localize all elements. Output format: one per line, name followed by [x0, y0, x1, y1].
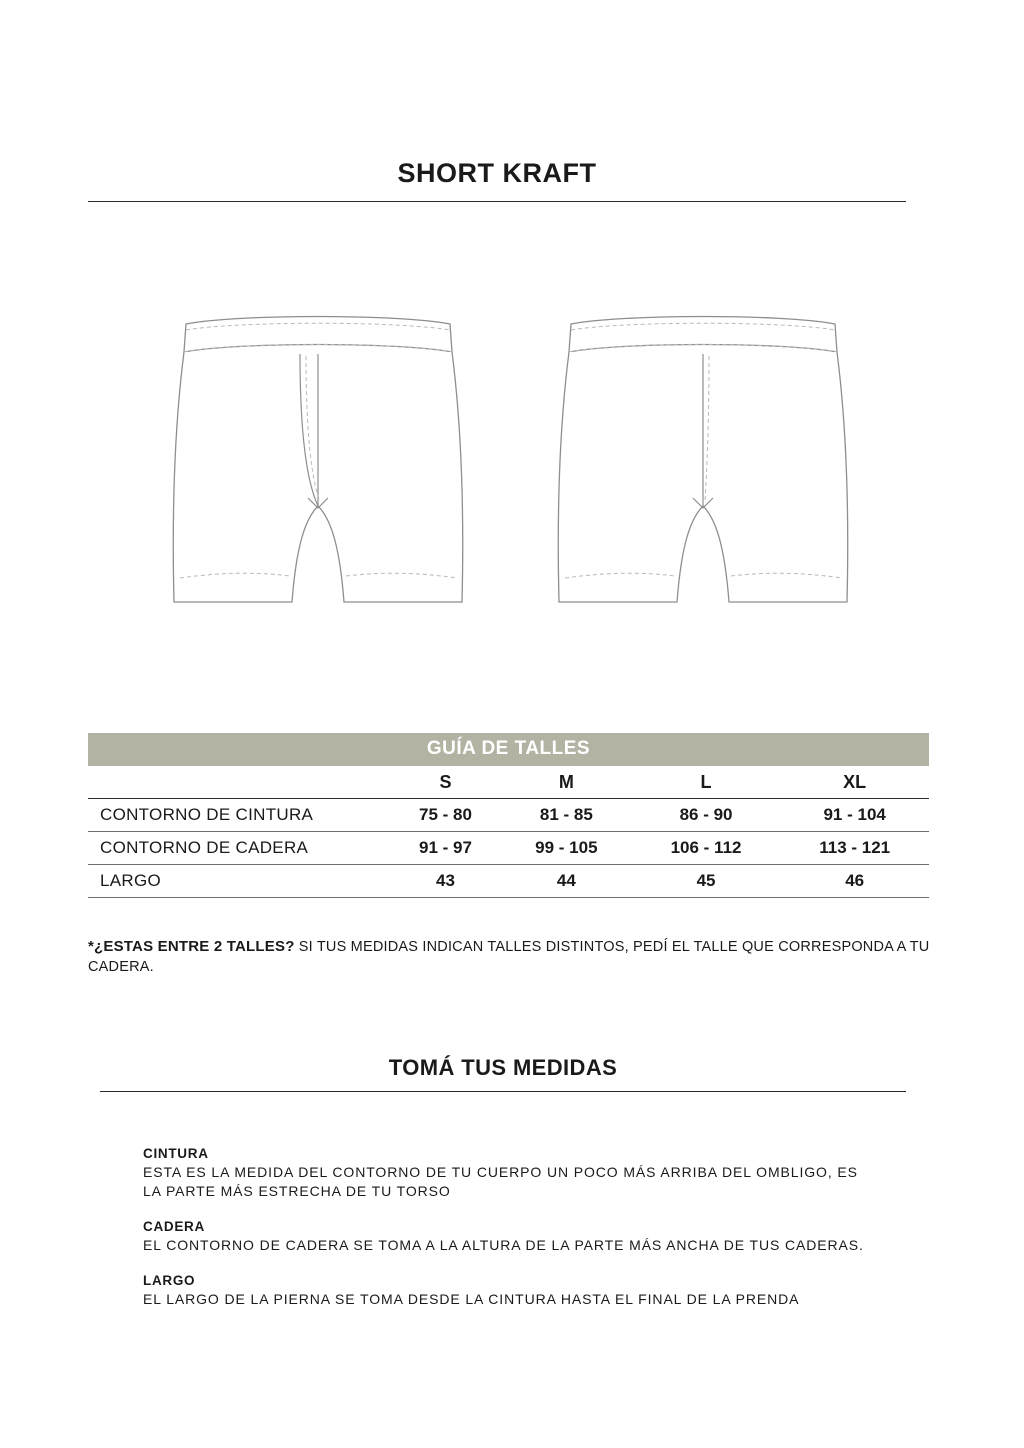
title-divider [88, 201, 906, 202]
column-header-s: S [390, 766, 501, 799]
table-row [88, 832, 929, 865]
column-header-m: M [501, 766, 632, 799]
measure-description-cadera: EL CONTORNO DE CADERA SE TOMA A LA ALTURA DE LA PARTE MÁS ANCHA DE TUS CADERAS. [143, 1236, 864, 1253]
measure-item-cintura [143, 1146, 933, 1201]
between-sizes-note [88, 937, 933, 977]
measures-divider [100, 1091, 906, 1092]
cell-cadera-xl: 113 - 121 [780, 832, 929, 865]
cell-cintura-l: 86 - 90 [632, 799, 781, 832]
cell-largo-xl: 46 [780, 865, 929, 898]
measure-name-largo: LARGO [143, 1272, 196, 1288]
measures-title-block [100, 1055, 906, 1092]
title-block [88, 158, 906, 202]
measures-title: TOMÁ TUS MEDIDAS [388, 1055, 618, 1080]
measure-description-cintura: ESTA ES LA MEDIDA DEL CONTORNO DE TU CUERPO UN POCO MÁS ARRIBA DEL OMBLIGO, ES LA PARTE MÁS ESTRECHA DE TU TORSO [143, 1164, 858, 1199]
shorts-back-icon [553, 310, 853, 610]
measures-list [143, 1146, 933, 1327]
measure-description-largo: EL LARGO DE LA PIERNA SE TOMA DESDE LA CINTURA HASTA EL FINAL DE LA PRENDA [143, 1290, 800, 1307]
measure-item-largo [143, 1273, 933, 1309]
cell-cintura-xl: 91 - 104 [780, 799, 929, 832]
table-banner-row [88, 733, 929, 766]
row-label-cintura: CONTORNO DE CINTURA [88, 799, 390, 832]
cell-largo-l: 45 [632, 865, 781, 898]
cell-cadera-m: 99 - 105 [501, 832, 632, 865]
measure-name-cintura: CINTURA [143, 1146, 209, 1161]
cell-cintura-s: 75 - 80 [390, 799, 501, 832]
cell-cadera-l: 106 - 112 [632, 832, 781, 865]
cell-cadera-s: 91 - 97 [390, 832, 501, 865]
table-row [88, 865, 929, 898]
measure-name-cadera: CADERA [143, 1218, 205, 1234]
shorts-front-icon [168, 310, 468, 610]
row-label-largo: LARGO [88, 865, 390, 898]
note-text: SI TUS MEDIDAS INDICAN TALLES DISTINTOS, PEDÍ EL TALLE QUE CORRESPONDA A TU CADERA. [88, 939, 930, 975]
size-guide-table [88, 733, 929, 898]
cell-largo-s: 43 [390, 865, 501, 898]
table-row [88, 799, 929, 832]
cell-largo-m: 44 [501, 865, 632, 898]
measure-item-cadera [143, 1219, 933, 1255]
page-title: SHORT KRAFT [397, 158, 597, 188]
note-highlight: *¿ESTAS ENTRE 2 TALLES? [88, 938, 295, 955]
table-header-row [88, 766, 929, 799]
table-corner-cell [88, 766, 390, 799]
column-header-l: L [632, 766, 781, 799]
table-banner: GUÍA DE TALLES [88, 733, 929, 766]
row-label-cadera: CONTORNO DE CADERA [88, 832, 390, 865]
cell-cintura-m: 81 - 85 [501, 799, 632, 832]
column-header-xl: XL [780, 766, 929, 799]
product-illustrations [88, 300, 938, 630]
